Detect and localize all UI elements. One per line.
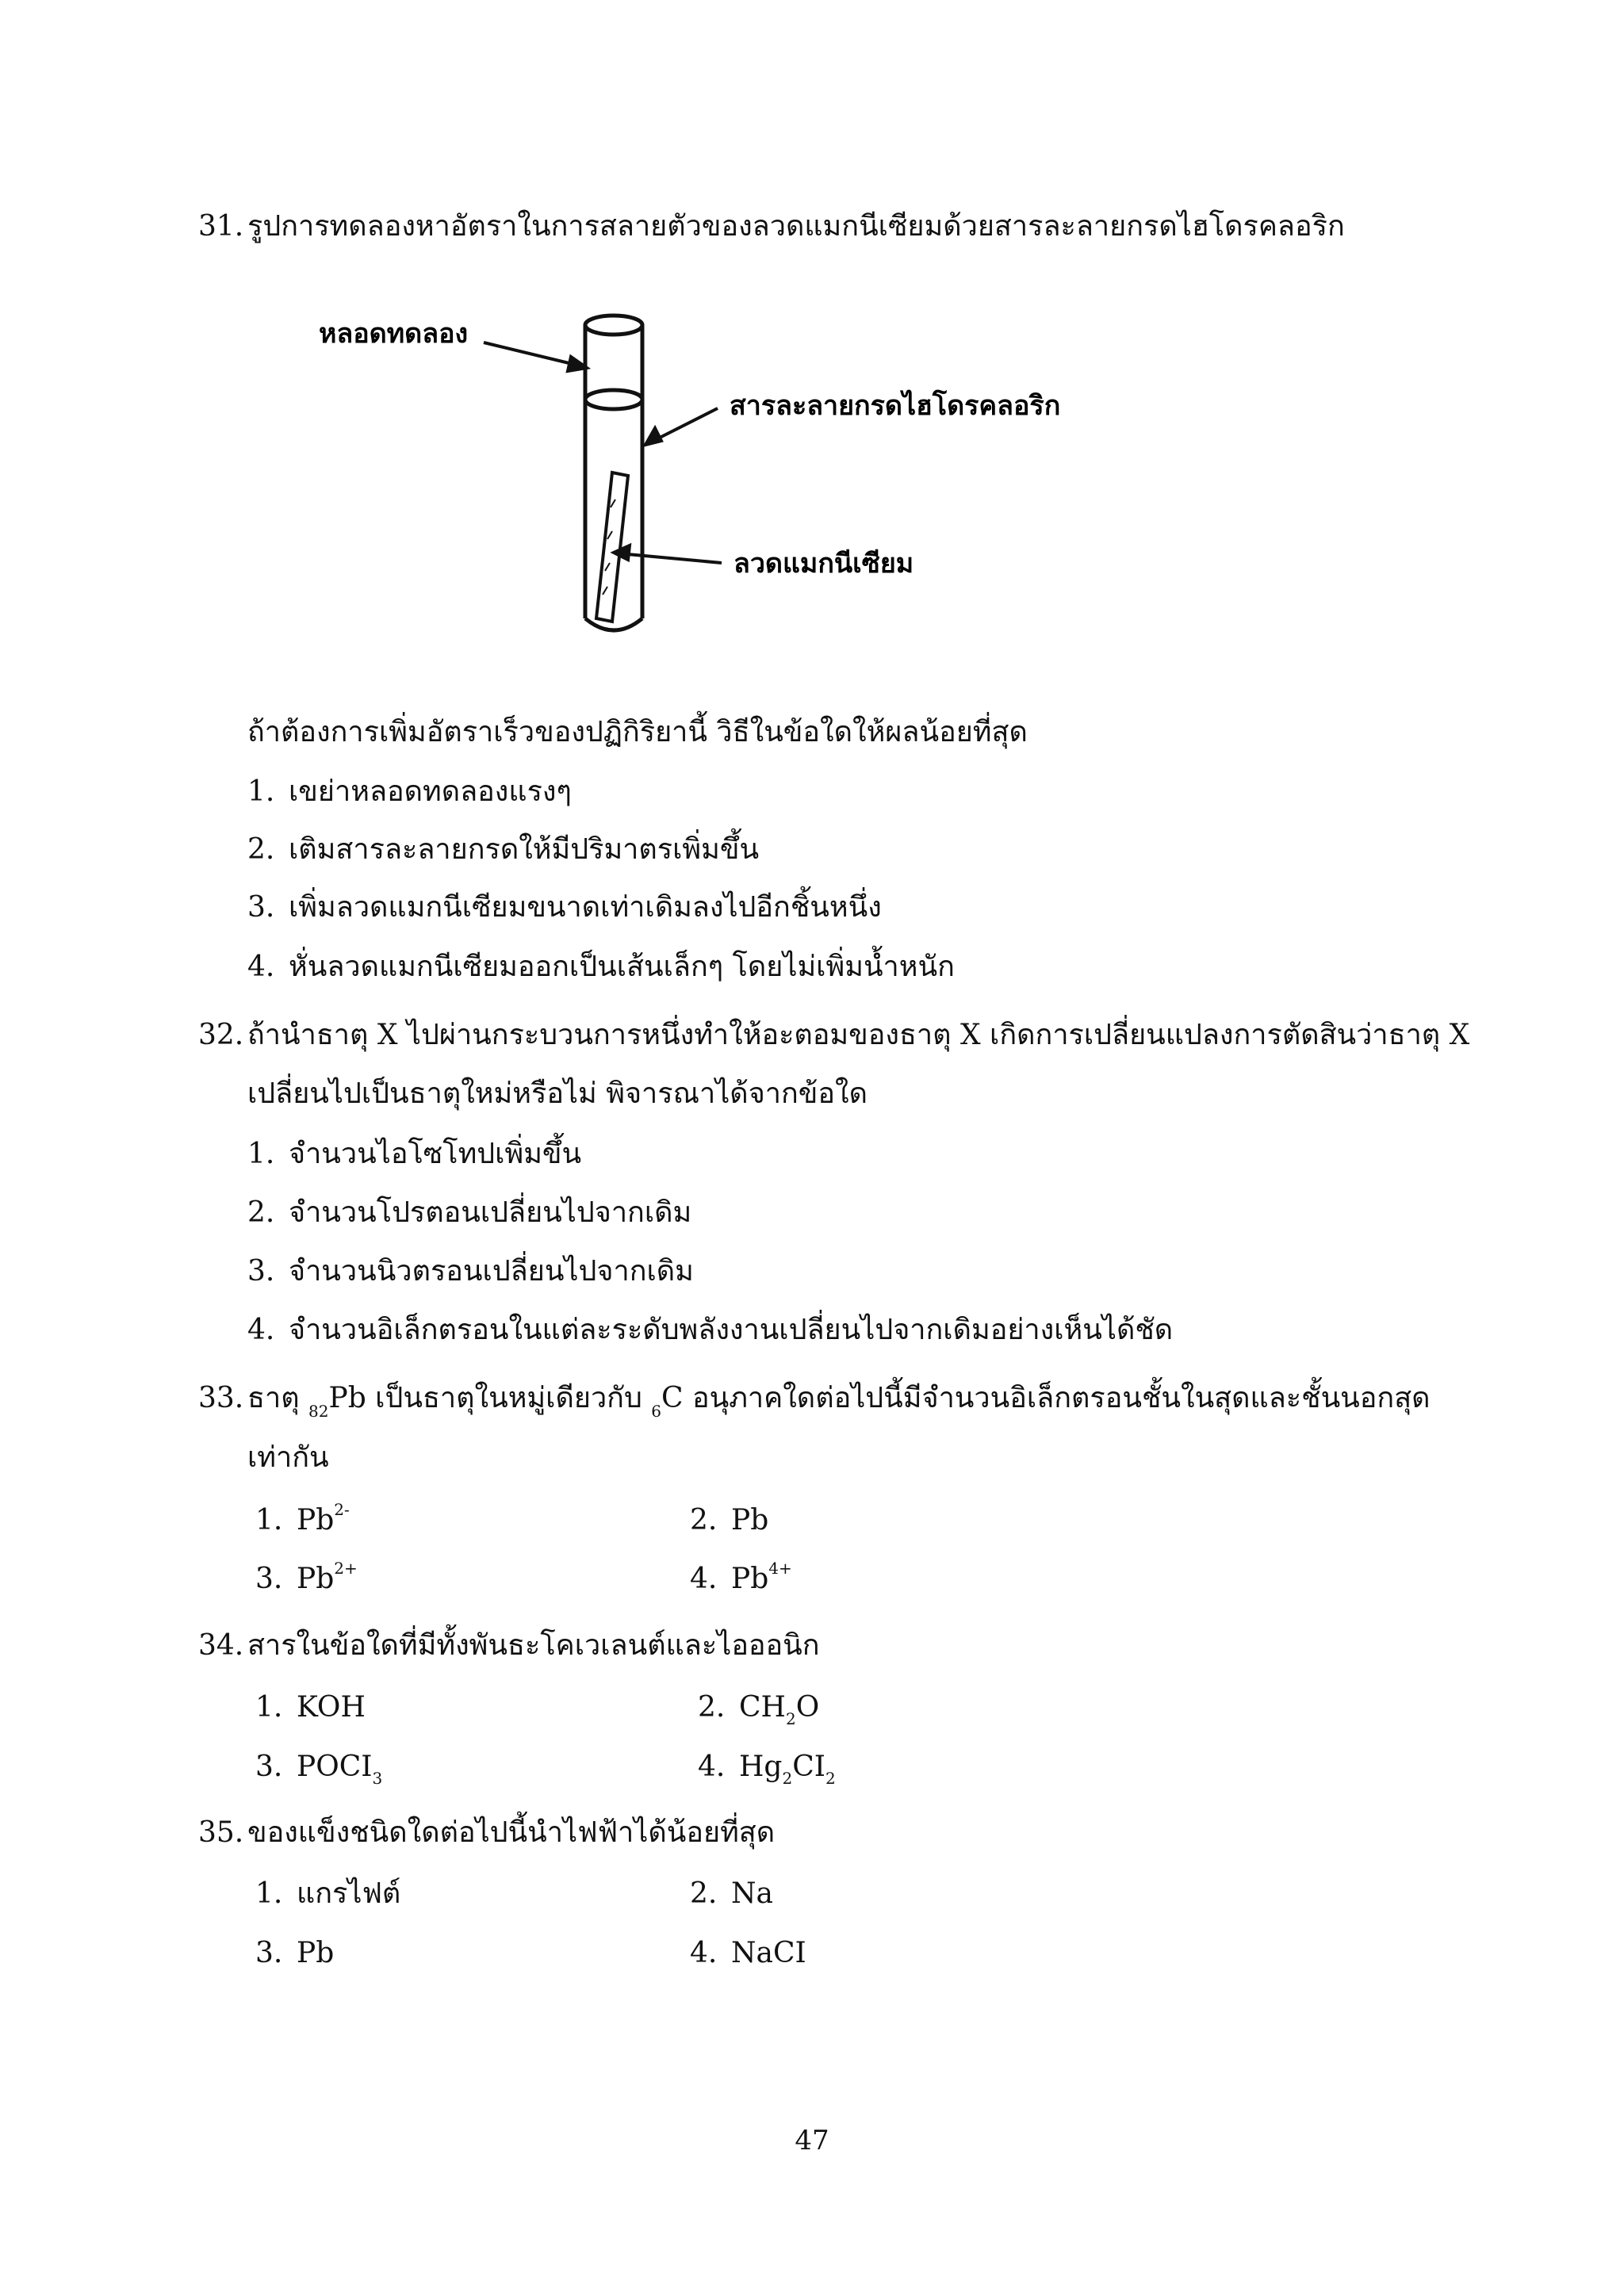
- option-number: 3.: [247, 1255, 275, 1288]
- option-text: เพิ่มลวดแมกนีเซียมขนาดเท่าเดิมลงไปอีกชิ้นหนึ่ง: [289, 891, 882, 924]
- subscript: 2: [825, 1769, 836, 1788]
- option-formula: Pb: [297, 1504, 335, 1536]
- question-text: ถ้านำธาตุ X ไปผ่านกระบวนการหนึ่งทำให้อะตอมของธาตุ X เกิดการเปลี่ยนแปลงการตัดสินว่าธาตุ X: [247, 1019, 1470, 1051]
- formula-part: Hg: [739, 1751, 783, 1783]
- option-formula: Pb: [297, 1563, 335, 1595]
- q32-option-2: [247, 1194, 691, 1232]
- option-number: 2.: [690, 1877, 718, 1910]
- option-text: แกรไฟต์: [297, 1877, 401, 1910]
- subscript: 2: [782, 1769, 793, 1788]
- option-text: หั่นลวดแมกนีเซียมออกเป็นเส้นเล็กๆ โดยไม่เพิ่มน้ำหนัก: [289, 951, 955, 983]
- option-number: 2.: [247, 1196, 275, 1229]
- label-test-tube: หลอดทดลอง: [319, 318, 469, 350]
- option-text: Pb: [297, 1937, 335, 1969]
- option-number: 4.: [690, 1937, 718, 1969]
- q35-option-2: [690, 1875, 773, 1913]
- q33-option-2: [690, 1502, 768, 1540]
- subscript: 3: [372, 1769, 383, 1788]
- q33-option-3: [255, 1560, 358, 1598]
- option-formula: Pb: [731, 1563, 769, 1595]
- formula-part: O: [795, 1691, 820, 1724]
- question-33: [198, 1380, 1431, 1421]
- q31-option-3: [247, 889, 882, 927]
- option-text: เติมสารละลายกรดให้มีปริมาตรเพิ่มขึ้น: [289, 833, 760, 866]
- option-number: 3.: [255, 1563, 283, 1595]
- question-number: 34.: [198, 1629, 244, 1662]
- question-text-part: ธาตุ: [247, 1382, 309, 1414]
- question-number: 31.: [198, 210, 244, 243]
- label-hydrochloric-acid: สารละลายกรดไฮโดรคลอริก: [730, 390, 1061, 422]
- option-text: Na: [731, 1877, 773, 1910]
- formula-part: POCI: [297, 1751, 373, 1783]
- question-text-part: Pb เป็นธาตุในหมู่เดียวกับ: [328, 1382, 652, 1414]
- question-text: ของแข็งชนิดใดต่อไปนี้นำไฟฟ้าได้น้อยที่สุด: [247, 1816, 776, 1849]
- question-33-continued: เท่ากัน: [247, 1441, 329, 1474]
- charge: 2+: [334, 1559, 358, 1578]
- question-31: [198, 208, 1345, 246]
- page-number: 47: [795, 2125, 829, 2156]
- question-number: 32.: [198, 1019, 244, 1051]
- label-magnesium-ribbon: ลวดแมกนีเซียม: [733, 548, 914, 580]
- subscript: 2: [785, 1709, 796, 1728]
- option-text: จำนวนอิเล็กตรอนในแต่ละระดับพลังงานเปลี่ยนไปจากเดิมอย่างเห็นได้ชัด: [289, 1314, 1174, 1346]
- q34-option-1: [255, 1689, 366, 1727]
- q31-option-4: [247, 948, 955, 986]
- formula-part: KOH: [297, 1691, 366, 1724]
- option-number: 1.: [255, 1877, 283, 1910]
- option-number: 2.: [690, 1504, 718, 1536]
- formula-part: CI: [792, 1751, 825, 1783]
- option-text: เขย่าหลอดทดลองแรงๆ: [289, 775, 572, 808]
- option-formula: Pb: [731, 1504, 769, 1536]
- question-text: รูปการทดลองหาอัตราในการสลายตัวของลวดแมกนีเซียมด้วยสารละลายกรดไฮโดรคลอริก: [247, 210, 1345, 243]
- option-number: 3.: [255, 1937, 283, 1969]
- q34-option-3: [255, 1748, 382, 1786]
- q31-option-2: [247, 831, 759, 869]
- question-31-prompt: ถ้าต้องการเพิ่มอัตราเร็วของปฏิกิริยานี้ วิธีในข้อใดให้ผลน้อยที่สุด: [247, 716, 1028, 748]
- option-number: 4.: [698, 1751, 726, 1783]
- q32-option-1: [247, 1135, 581, 1173]
- q32-option-4: [247, 1311, 1173, 1349]
- question-number: 33.: [198, 1382, 244, 1414]
- q35-option-4: [690, 1934, 806, 1973]
- option-number: 4.: [247, 951, 275, 983]
- q33-option-4: [690, 1560, 792, 1598]
- q33-option-1: [255, 1502, 350, 1540]
- charge: 4+: [768, 1559, 792, 1578]
- q31-option-1: [247, 773, 572, 811]
- question-text: สารในข้อใดที่มีทั้งพันธะโคเวเลนต์และไอออนิก: [247, 1629, 820, 1662]
- option-text: จำนวนไอโซโทปเพิ่มขึ้น: [289, 1138, 582, 1170]
- charge: 2-: [334, 1500, 350, 1519]
- option-number: 3.: [247, 891, 275, 924]
- question-35: [198, 1814, 775, 1852]
- option-number: 2.: [247, 833, 275, 866]
- test-tube-diagram: [301, 301, 1061, 650]
- question-32-continued: เปลี่ยนไปเป็นธาตุใหม่หรือไม่ พิจารณาได้จากข้อใด: [247, 1077, 868, 1110]
- option-number: 1.: [247, 1138, 275, 1170]
- option-number: 4.: [690, 1563, 718, 1595]
- option-number: 4.: [247, 1314, 275, 1346]
- question-number: 35.: [198, 1816, 244, 1849]
- option-number: 2.: [698, 1691, 726, 1724]
- option-number: 1.: [255, 1691, 283, 1724]
- option-number: 3.: [255, 1751, 283, 1783]
- option-text: จำนวนนิวตรอนเปลี่ยนไปจากเดิม: [289, 1255, 694, 1288]
- option-number: 1.: [247, 775, 275, 808]
- q32-option-3: [247, 1253, 694, 1291]
- question-text-part: C อนุภาคใดต่อไปนี้มีจำนวนอิเล็กตรอนชั้นในสุดและชั้นนอกสุด: [661, 1382, 1431, 1414]
- question-32: [198, 1016, 1469, 1054]
- atomic-number-pb: 82: [308, 1402, 329, 1421]
- option-number: 1.: [255, 1504, 283, 1536]
- option-text: NaCI: [731, 1937, 806, 1969]
- formula-part: CH: [739, 1691, 786, 1724]
- question-34: [198, 1627, 820, 1665]
- q35-option-1: [255, 1875, 400, 1913]
- q35-option-3: [255, 1934, 334, 1973]
- atomic-number-c: 6: [651, 1402, 661, 1421]
- q34-option-4: [698, 1748, 836, 1786]
- option-text: จำนวนโปรตอนเปลี่ยนไปจากเดิม: [289, 1196, 692, 1229]
- q34-option-2: [698, 1689, 819, 1727]
